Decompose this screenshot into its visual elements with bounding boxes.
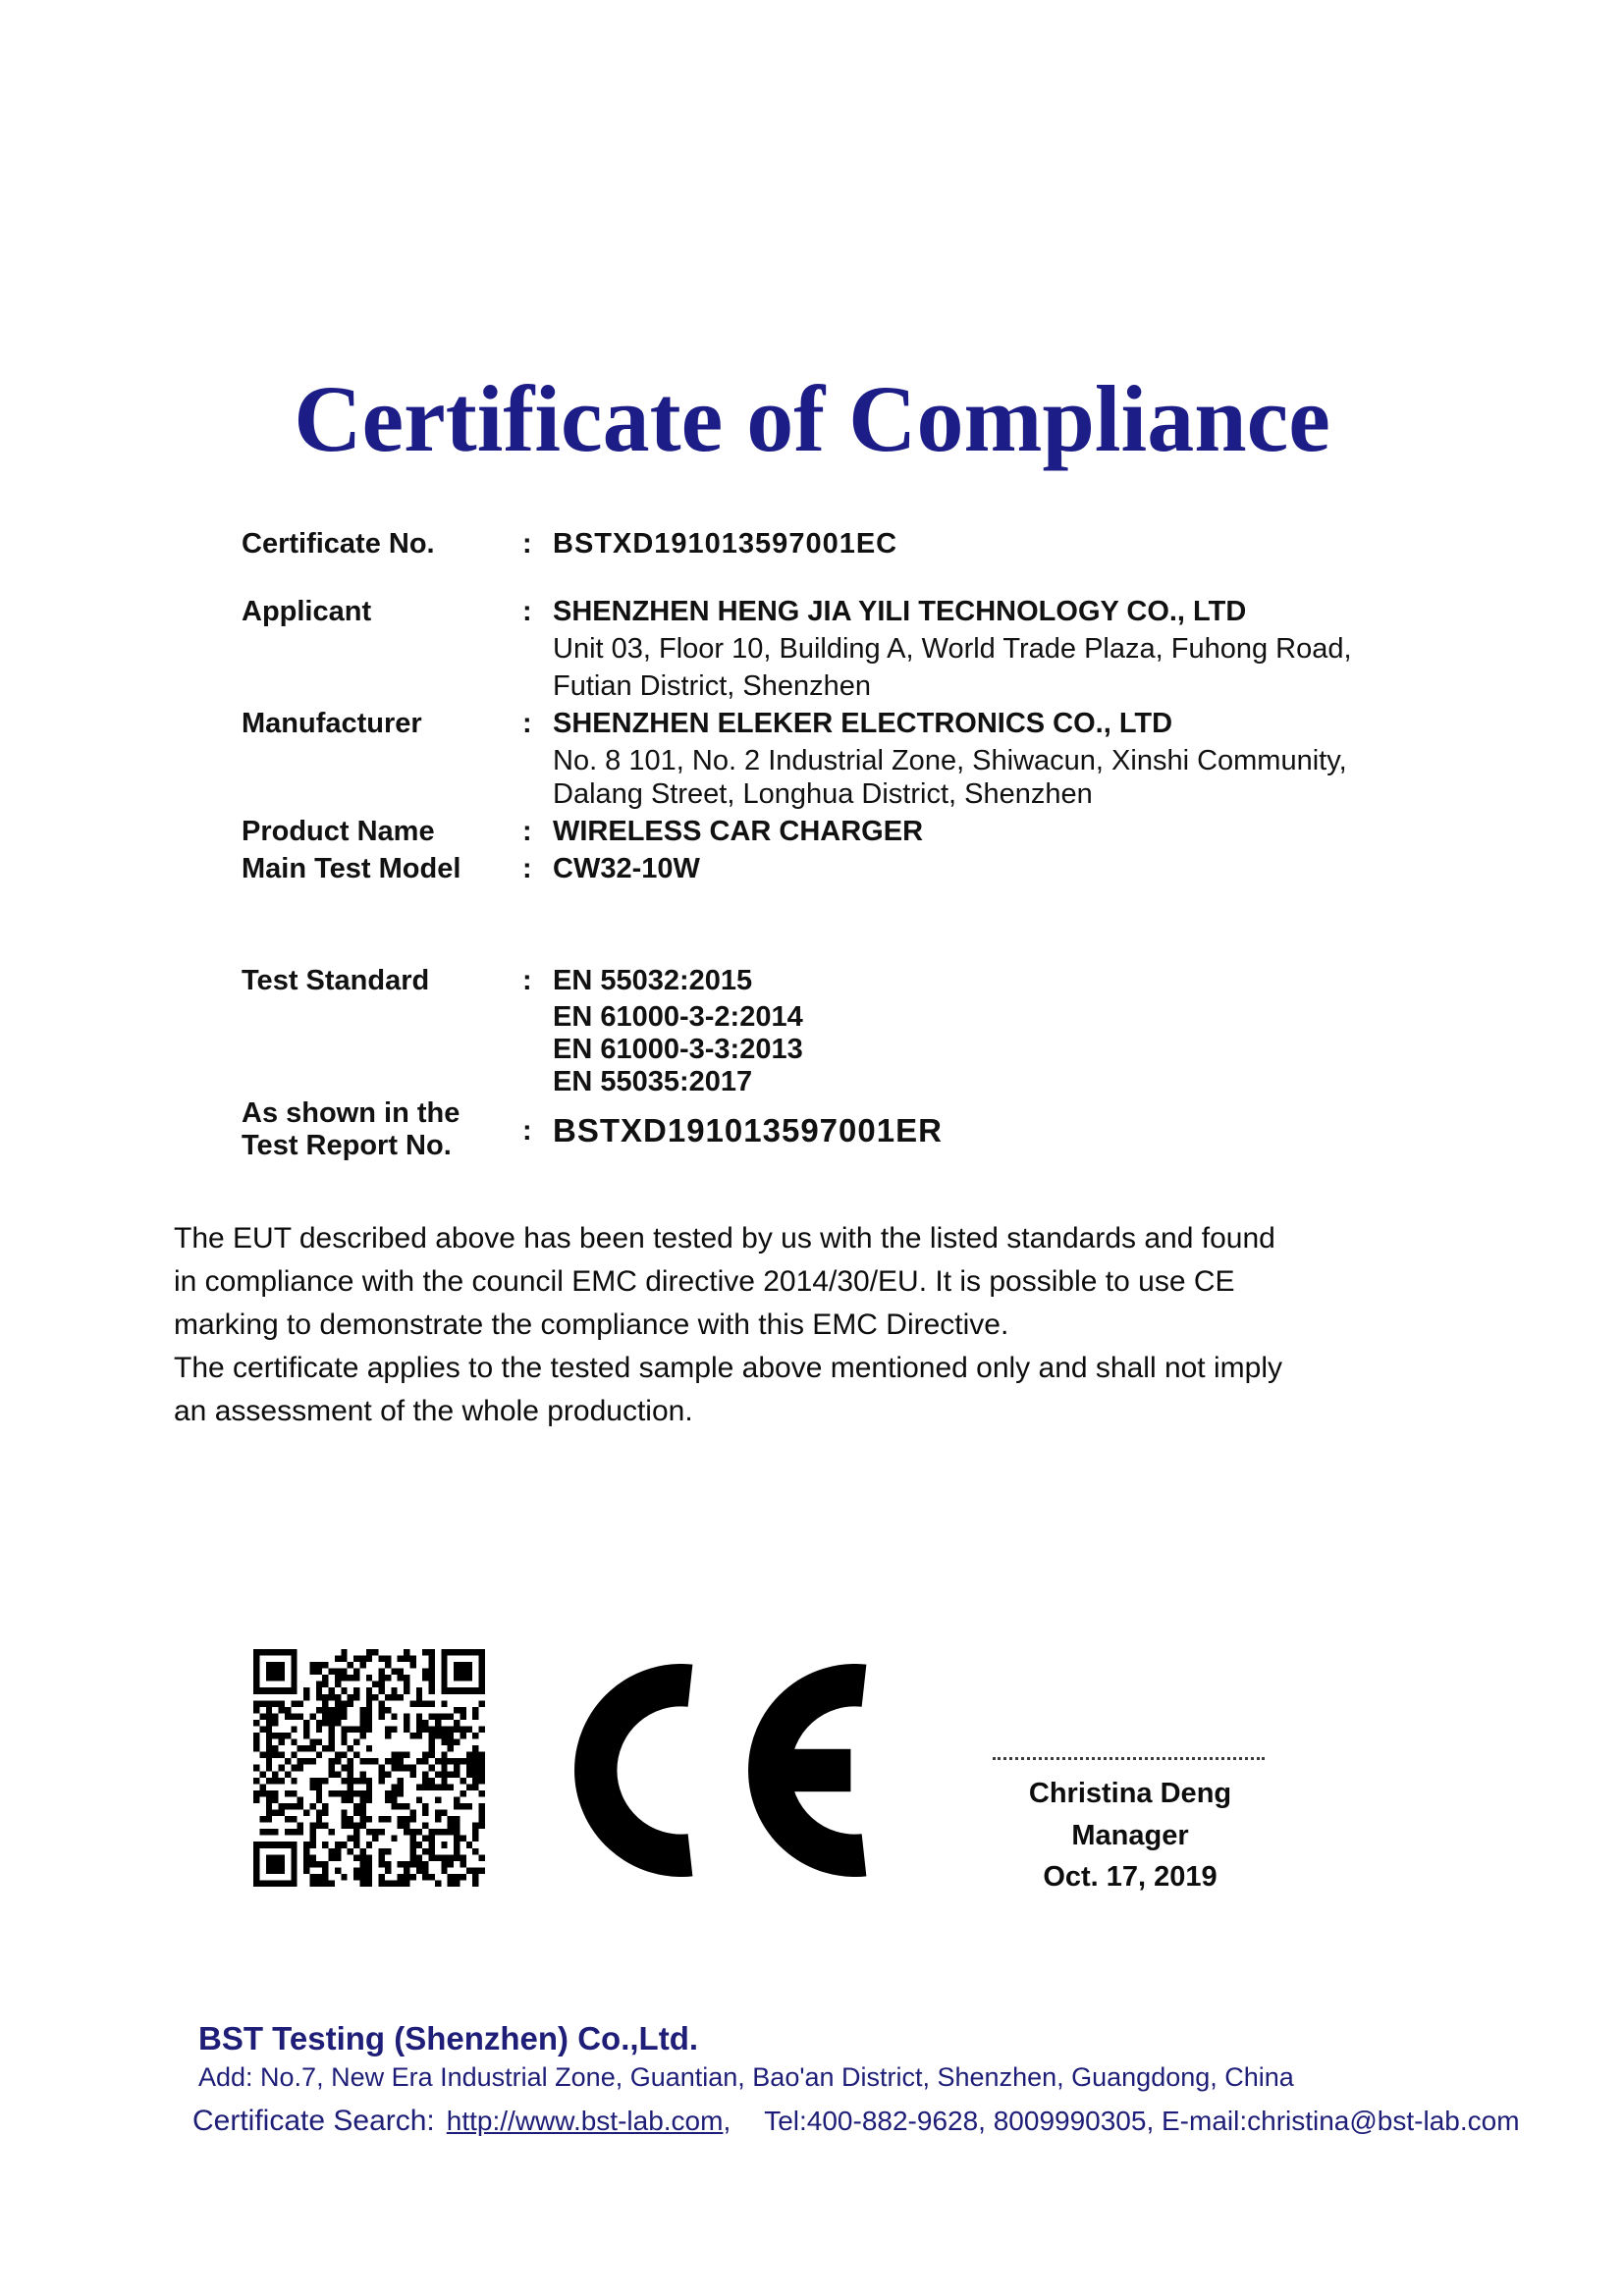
manufacturer-label: Manufacturer: [242, 708, 422, 739]
applicant-name: SHENZHEN HENG JIA YILI TECHNOLOGY CO., LTD: [553, 596, 1247, 627]
test-standard-value: EN 55035:2017: [553, 1066, 753, 1097]
body-text-line: The certificate applies to the tested sample above mentioned only and shall not imply: [174, 1352, 1282, 1384]
certificate-no-label: Certificate No.: [242, 528, 435, 560]
applicant-label: Applicant: [242, 596, 372, 627]
signatory-role: Manager: [1071, 1820, 1189, 1851]
colon: :: [522, 708, 532, 739]
certificate-search-label: Certificate Search:: [192, 2105, 435, 2137]
signature-dotted-line: [993, 1741, 1265, 1760]
footer-contact-info: Tel:400-882-9628, 8009990305, E-mail:christina@bst-lab.com: [764, 2106, 1520, 2136]
body-text-line: an assessment of the whole production.: [174, 1395, 693, 1427]
page-title: Certificate of Compliance: [294, 366, 1330, 471]
manufacturer-address-line: Dalang Street, Longhua District, Shenzhen: [553, 778, 1093, 810]
manufacturer-name: SHENZHEN ELEKER ELECTRONICS CO., LTD: [553, 708, 1173, 739]
test-report-label-line1: As shown in the: [242, 1097, 460, 1129]
main-test-model-label: Main Test Model: [242, 853, 461, 884]
colon: :: [522, 528, 532, 560]
applicant-address-line: Futian District, Shenzhen: [553, 670, 871, 702]
colon: :: [522, 816, 532, 847]
footer-company-name: BST Testing (Shenzhen) Co.,Ltd.: [198, 2020, 699, 2056]
applicant-address-line: Unit 03, Floor 10, Building A, World Trade Plaza, Fuhong Road,: [553, 633, 1352, 665]
product-name-label: Product Name: [242, 816, 435, 847]
test-standard-value: EN 61000-3-3:2013: [553, 1034, 803, 1065]
product-name-value: WIRELESS CAR CHARGER: [553, 816, 924, 847]
body-text-line: marking to demonstrate the compliance with this EMC Directive.: [174, 1308, 1009, 1341]
signatory-name: Christina Deng: [1028, 1778, 1232, 1809]
colon: :: [522, 596, 532, 627]
footer-company-address: Add: No.7, New Era Industrial Zone, Guantian, Bao'an District, Shenzhen, Guangdong, China: [198, 2062, 1294, 2092]
qr-code: [253, 1649, 485, 1887]
certificate-no-value: BSTXD191013597001EC: [553, 528, 898, 560]
signature-date: Oct. 17, 2019: [1043, 1861, 1218, 1893]
test-report-value: BSTXD191013597001ER: [553, 1112, 943, 1148]
test-report-label-line2: Test Report No.: [242, 1130, 452, 1161]
colon: :: [522, 1115, 532, 1147]
footer-certificate-search-row: [192, 2103, 1520, 2140]
colon: :: [522, 965, 532, 996]
colon: :: [522, 853, 532, 884]
body-text-line: in compliance with the council EMC directive 2014/30/EU. It is possible to use CE: [174, 1265, 1235, 1298]
test-standard-label: Test Standard: [242, 965, 430, 996]
test-standard-value: EN 61000-3-2:2014: [553, 1001, 803, 1033]
comma: ,: [723, 2106, 731, 2136]
body-text-line: The EUT described above has been tested by us with the listed standards and found: [174, 1222, 1275, 1255]
ce-mark-icon: [574, 1664, 867, 1877]
manufacturer-address-line: No. 8 101, No. 2 Industrial Zone, Shiwacun, Xinshi Community,: [553, 745, 1347, 776]
test-standard-value: EN 55032:2015: [553, 965, 753, 996]
main-test-model-value: CW32-10W: [553, 853, 700, 884]
certificate-search-link[interactable]: http://www.bst-lab.com: [446, 2106, 724, 2136]
